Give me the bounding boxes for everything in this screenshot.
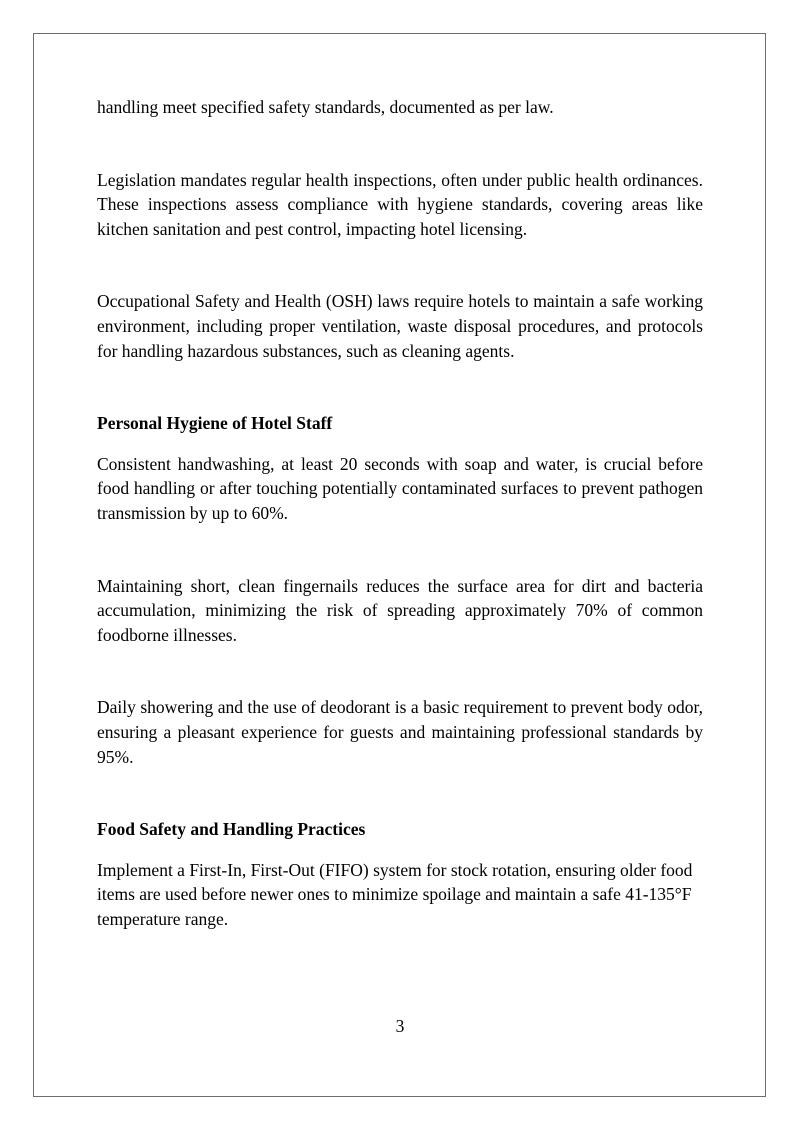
page-content — [97, 95, 703, 931]
paragraph-fingernails: Maintaining short, clean fingernails reduces the surface area for dirt and bacteria accumulation, minimizing the risk of spreading approximately 70% of common foodborne illnesses. — [97, 575, 703, 645]
paragraph-osh-laws: Occupational Safety and Health (OSH) laws require hotels to maintain a safe working environment, including proper ventilation, waste disposal procedures, and protocols for handling hazardous substances, such as cleaning agents. — [97, 291, 703, 361]
paragraph-health-inspections: Legislation mandates regular health inspections, often under public health ordinances. These inspections assess compliance with hygiene standards, covering areas like kitchen sanitation and pest control, impacting hotel licensing. — [97, 169, 703, 239]
heading-food-safety: Food Safety and Handling Practices — [97, 819, 366, 840]
paragraph-safety-standards: handling meet specified safety standards, documented as per law. — [97, 97, 554, 117]
paragraph-fifo: Implement a First-In, First-Out (FIFO) system for stock rotation, ensuring older food items are used before newer ones to minimize spoilage and maintain a safe 41-135°F temperature range. — [97, 859, 693, 929]
paragraph-handwashing: Consistent handwashing, at least 20 seconds with soap and water, is crucial before food handling or after touching potentially contaminated surfaces to prevent pathogen transmission by up to 60%. — [97, 453, 703, 523]
paragraph-showering: Daily showering and the use of deodorant is a basic requirement to prevent body odor, ensuring a pleasant experience for guests and maintaining professional standards by 95%. — [97, 697, 703, 767]
heading-personal-hygiene: Personal Hygiene of Hotel Staff — [97, 413, 333, 434]
page-number: 3 — [395, 1016, 405, 1036]
